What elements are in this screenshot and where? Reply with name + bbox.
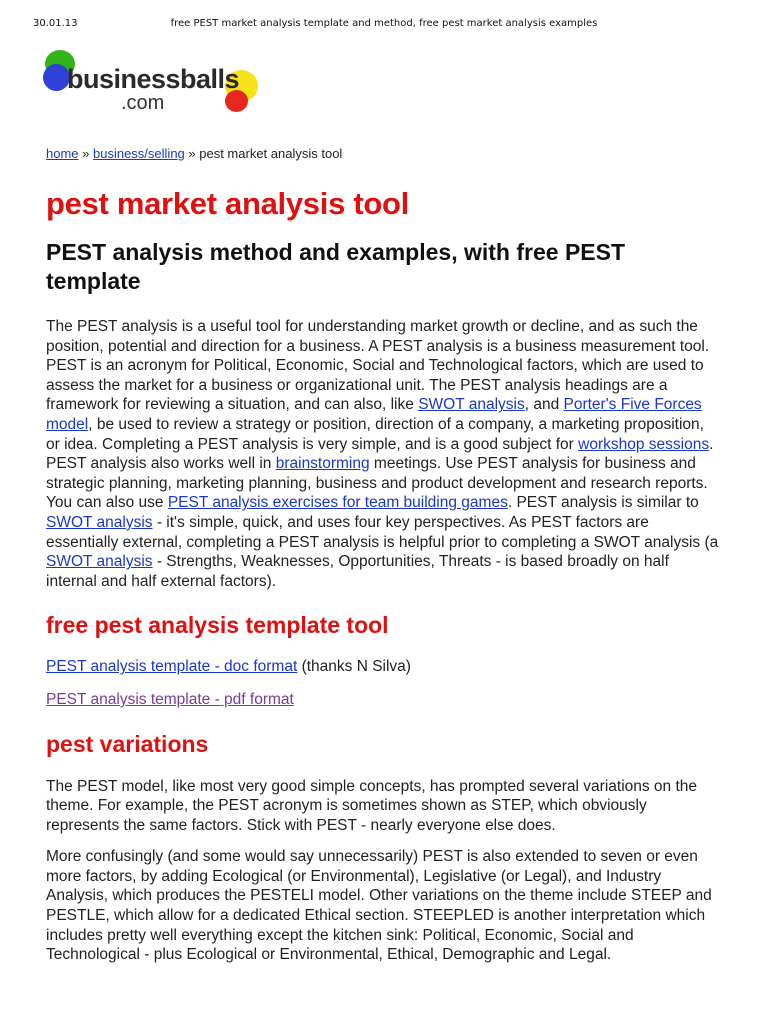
- intro-text: meetings. Use PEST analysis for business and strategic planning, marketing planning, business and product development and research reports. You can also use: [46, 455, 708, 512]
- intro-text: . PEST analysis is similar to: [507, 494, 699, 512]
- main-content: [46, 186, 722, 965]
- workshop-sessions-link[interactable]: workshop sessions: [578, 435, 710, 453]
- pest-template-pdf-link[interactable]: PEST analysis template - pdf format: [46, 690, 294, 708]
- logo-blue-ball-icon: [43, 64, 70, 91]
- swot-analysis-link-2[interactable]: SWOT analysis: [46, 513, 153, 531]
- intro-text: - it's simple, quick, and uses four key perspectives. As PEST factors are essentially external, completing a PEST analysis is helpful prior to completing a SWOT analysis (a: [46, 513, 719, 551]
- doc-template-line: [46, 657, 722, 677]
- pest-template-doc-link[interactable]: PEST analysis template - doc format: [46, 658, 298, 676]
- intro-text: . PEST analysis also works well in: [46, 435, 714, 473]
- intro-text: , and: [524, 396, 564, 414]
- template-section-heading: free pest analysis template tool: [46, 612, 389, 639]
- breadcrumb-section-link[interactable]: business/selling: [93, 146, 185, 161]
- variations-section-heading: pest variations: [46, 730, 209, 757]
- breadcrumb-separator: »: [78, 146, 93, 161]
- pest-team-building-games-link[interactable]: PEST analysis exercises for team building games: [167, 494, 508, 512]
- print-date: 30.01.13: [33, 18, 78, 29]
- doc-template-credit: (thanks N Silva): [297, 658, 411, 676]
- swot-analysis-link[interactable]: SWOT analysis: [418, 396, 525, 414]
- variations-paragraph-1: The PEST model, like most very good simple concepts, has prompted several variations on the theme. For example, the PEST acronym is sometimes shown as STEP, which obviously represents the same factors. Stick with PEST - nearly everyone else does.: [46, 777, 698, 834]
- intro-text: , be used to review a strategy or position, direction of a company, a marketing proposition, or idea. Completing a PEST analysis is very simple, and is a good subject for: [46, 415, 704, 453]
- print-header: [0, 18, 768, 32]
- swot-analysis-link-3[interactable]: SWOT analysis: [46, 553, 153, 571]
- breadcrumb-home-link[interactable]: home: [46, 146, 79, 161]
- intro-paragraph: [46, 317, 722, 591]
- breadcrumb: [46, 146, 342, 161]
- page-title: pest market analysis tool: [46, 186, 409, 221]
- print-page-title: free PEST market analysis template and method, free pest market analysis examples: [170, 18, 598, 29]
- intro-text: The PEST analysis is a useful tool for understanding market growth or decline, and as such the position, potential and direction for a business. A PEST analysis is a business measurement tool. PEST is an acronym for Political, Economic, Social and Technological factors, which are used to assess the market for a business or organizational unit. The PEST analysis headings are a framework for reviewing a situation, and can also, like: [46, 318, 710, 414]
- variations-paragraph-2: More confusingly (and some would say unnecessarily) PEST is also extended to seven or even more factors, by adding Ecological (or Environmental), Legislative (or Legal), and Industry Analysis, which produces the PESTELI model. Other variations on the theme include STEEP and PESTLE, which allow for a dedicated Ethical section. STEEPLED is another interpretation which includes pretty well everything except the kitchen sink: Political, Economic, Social and Technological - plus Ecological or Environmental, Ethical, Demographic and Legal.: [46, 848, 712, 964]
- intro-text: - Strengths, Weaknesses, Opportunities, Threats - is based broadly on half internal and half external factors).: [46, 553, 669, 590]
- page-subtitle: PEST analysis method and examples, with free PEST template: [46, 239, 626, 294]
- pdf-template-line: [46, 690, 722, 710]
- site-logo[interactable]: [40, 44, 270, 120]
- logo-wordmark: businessballs: [67, 64, 240, 94]
- breadcrumb-current: pest market analysis tool: [199, 146, 343, 161]
- porters-five-forces-link[interactable]: Porter's Five Forces model: [46, 396, 702, 433]
- breadcrumb-separator: »: [184, 146, 200, 161]
- logo-suffix: .com: [121, 92, 165, 114]
- brainstorming-link[interactable]: brainstorming: [275, 455, 370, 473]
